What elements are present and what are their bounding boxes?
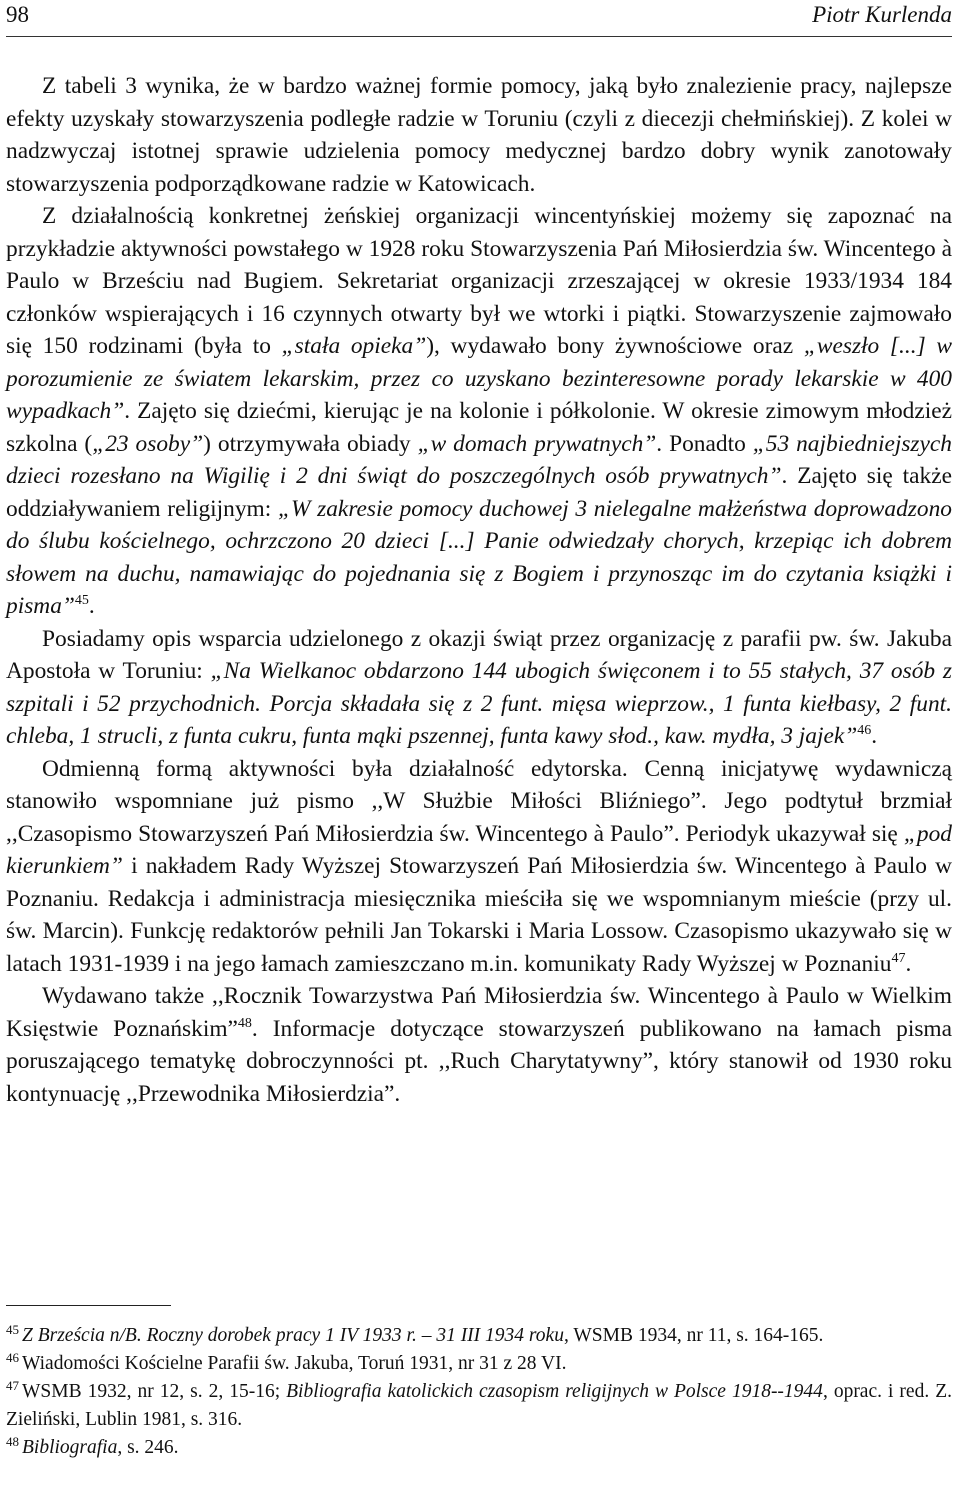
quoted-text: Bibliografia katolickich czasopism religijnych w Polsce 1918--1944 bbox=[286, 1381, 823, 1402]
footnote-number: 47 bbox=[6, 1377, 19, 1393]
footnote-reference: 48 bbox=[237, 1015, 252, 1031]
text-run: , oprac. i red. Z. Zieliński, Lublin 1981, s. 316. bbox=[6, 1381, 952, 1430]
text-run: ) otrzymywała obiady bbox=[203, 430, 418, 457]
paragraph bbox=[6, 70, 952, 200]
text-run: . Informacje dotyczące stowarzyszeń publikowano na łamach pisma poruszającego tematykę dobroczynności pt. ,,Ruch Charytatywny”, który stanowił od 1930 roku kontynuację ,,Przewodnika Miłosierdzia”. bbox=[6, 1015, 953, 1107]
quoted-text: „w domach prywatnych” bbox=[417, 430, 657, 457]
running-header bbox=[6, 2, 952, 28]
quoted-text: „weszło [...] w porozumienie ze światem lekarskim, przez co uzyskano bezinteresowne porady lekarskie w 400 wypadkach” bbox=[6, 333, 952, 424]
quoted-text: „23 osoby” bbox=[92, 430, 204, 457]
text-run: Odmienną formą aktywności była działalność edytorska. Cenną inicjatywę wydawniczą stanowiło wspomniane już pismo ,,W Służbie Miłości Bliźniego”. Jego podtytuł brzmiał ,,Czasopismo Stowarzyszeń Pań Miłosierdzia św. Wincentego à Paulo”. Periodyk ukazywał się bbox=[6, 755, 952, 847]
footnote bbox=[6, 1322, 952, 1350]
footnote-divider bbox=[6, 1305, 171, 1306]
text-run: ), wydawało bony żywnościowe oraz bbox=[426, 333, 804, 359]
text-run: . Ponadto bbox=[656, 430, 753, 457]
quoted-text: „stała opieka” bbox=[281, 333, 427, 359]
text-run: Posiadamy opis wsparcia udzielonego z okazji świąt przez organizację z parafii pw. św. Jakuba Apostoła w Toruniu: bbox=[6, 625, 952, 684]
header-divider bbox=[6, 36, 952, 37]
footnote bbox=[6, 1434, 952, 1462]
paragraph bbox=[6, 200, 952, 623]
text-run: i nakładem Rady Wyższej Stowarzyszeń Pań Miłosierdzia św. Wincentego à Paulo w Poznaniu. Redakcja i administracja miesięcznika mieściła się we wspomnianym mieście (przy ul. św. Marcin). Funkcję redaktorów pełnili Jan Tokarski i Maria Lossow. Czasopismo ukazywało się w latach 1931-1939 i na jego łamach zamieszczano m.in. komunikaty Rady Wyższej w Poznaniu bbox=[6, 853, 952, 977]
paragraph bbox=[6, 980, 952, 1110]
footnote-number: 45 bbox=[6, 1321, 19, 1337]
text-run: . bbox=[88, 593, 95, 619]
paragraph bbox=[6, 753, 952, 981]
running-header-author: Piotr Kurlenda bbox=[812, 2, 952, 27]
quoted-text: Bibliografia bbox=[22, 1437, 118, 1458]
footnote-number: 48 bbox=[6, 1433, 19, 1449]
footnote-reference: 45 bbox=[74, 593, 89, 609]
text-run: . Zajęto się dziećmi, kierując je na kolonie i półkolonie. W okresie zimowym młodzież szkolna ( bbox=[6, 398, 952, 457]
paragraph bbox=[6, 623, 952, 753]
quoted-text: „W zakresie pomocy duchowej 3 nielegalne małżeństwa doprowadzono do ślubu kościelnego, ochrzczono 20 dzieci [...] Panie odwiedzały chorych, krzepiąc ich dobrem słowem na duchu, namawiając do pojednania się z Bogiem i przynosząc im do czytania książki i pisma” bbox=[6, 495, 952, 619]
quoted-text: „53 najbiedniejszych dzieci rozesłano na Wigilię i 2 dni świąt do poszczególnych osób prywatnych” bbox=[6, 430, 952, 489]
text-run: Z działalnością konkretnej żeńskiej organizacji wincentyńskiej możemy się zapoznać na przykładzie aktywności powstałego w 1928 roku Stowarzyszenia Pań Miłosierdzia św. Wincentego à Paulo w Brześciu nad Bugiem. Sekretariat organizacji zrzeszającej w okresie 1933/1934 184 członków wspierających i 16 czynnych otwarty był we wtorki i piątki. Stowarzyszenie zajmowało się 150 rodzinami (była to bbox=[6, 203, 952, 359]
text-run: , WSMB 1934, nr 11, s. 164-165. bbox=[563, 1325, 824, 1346]
footnotes bbox=[6, 1322, 952, 1462]
text-run: . bbox=[871, 723, 878, 749]
footnote-number: 46 bbox=[6, 1349, 19, 1365]
quoted-text: „Na Wielkanoc obdarzono 144 ubogich święconem i to 55 stałych, 37 osób z szpitali i 52 przychodnich. Porcja składała się z 2 funt. mięsa wieprzow., 1 funta kiełbasy, 2 funt. chleba, 1 strucli, z funta cukru, funta mąki pszennej, funta kawy słod., kaw. mydła, 3 jajek” bbox=[6, 658, 952, 749]
text-run: Wydawano także ,,Rocznik Towarzystwa Pań Miłosierdzia św. Wincentego à Paulo w Wielkim Księstwie Poznańskim” bbox=[6, 983, 952, 1042]
text-run: , s. 246. bbox=[117, 1437, 179, 1458]
text-run: WSMB 1932, nr 12, s. 2, 15-16; bbox=[22, 1381, 287, 1402]
footnote bbox=[6, 1350, 952, 1378]
text-run: Wiadomości Kościelne Parafii św. Jakuba, Toruń 1931, nr 31 z 28 VI. bbox=[22, 1353, 567, 1374]
text-run: Z tabeli 3 wynika, że w bardzo ważnej formie pomocy, jaką było znalezienie pracy, najlepsze efekty uzyskały stowarzyszenia podległe radzie w Toruniu (czyli z diecezji chełmińskiej). Z kolei w nadzwyczaj istotnej sprawie udzielenia pomocy medycznej bardzo dobry wynik zanotowały stowarzyszenia podporządkowane radzie w Katowicach. bbox=[6, 73, 952, 197]
quoted-text: Z Brześcia n/B. Roczny dorobek pracy 1 IV 1933 r. – 31 III 1934 roku bbox=[22, 1325, 564, 1346]
footnote-reference: 47 bbox=[891, 950, 906, 966]
quoted-text: „pod kierunkiem” bbox=[6, 820, 952, 879]
footnote bbox=[6, 1378, 952, 1434]
page-number: 98 bbox=[6, 2, 29, 27]
footnote-reference: 46 bbox=[857, 723, 872, 739]
text-run: . Zajęto się także oddziaływaniem religijnym: bbox=[6, 463, 952, 522]
text-run: . bbox=[905, 950, 912, 977]
body-text bbox=[6, 70, 952, 1110]
